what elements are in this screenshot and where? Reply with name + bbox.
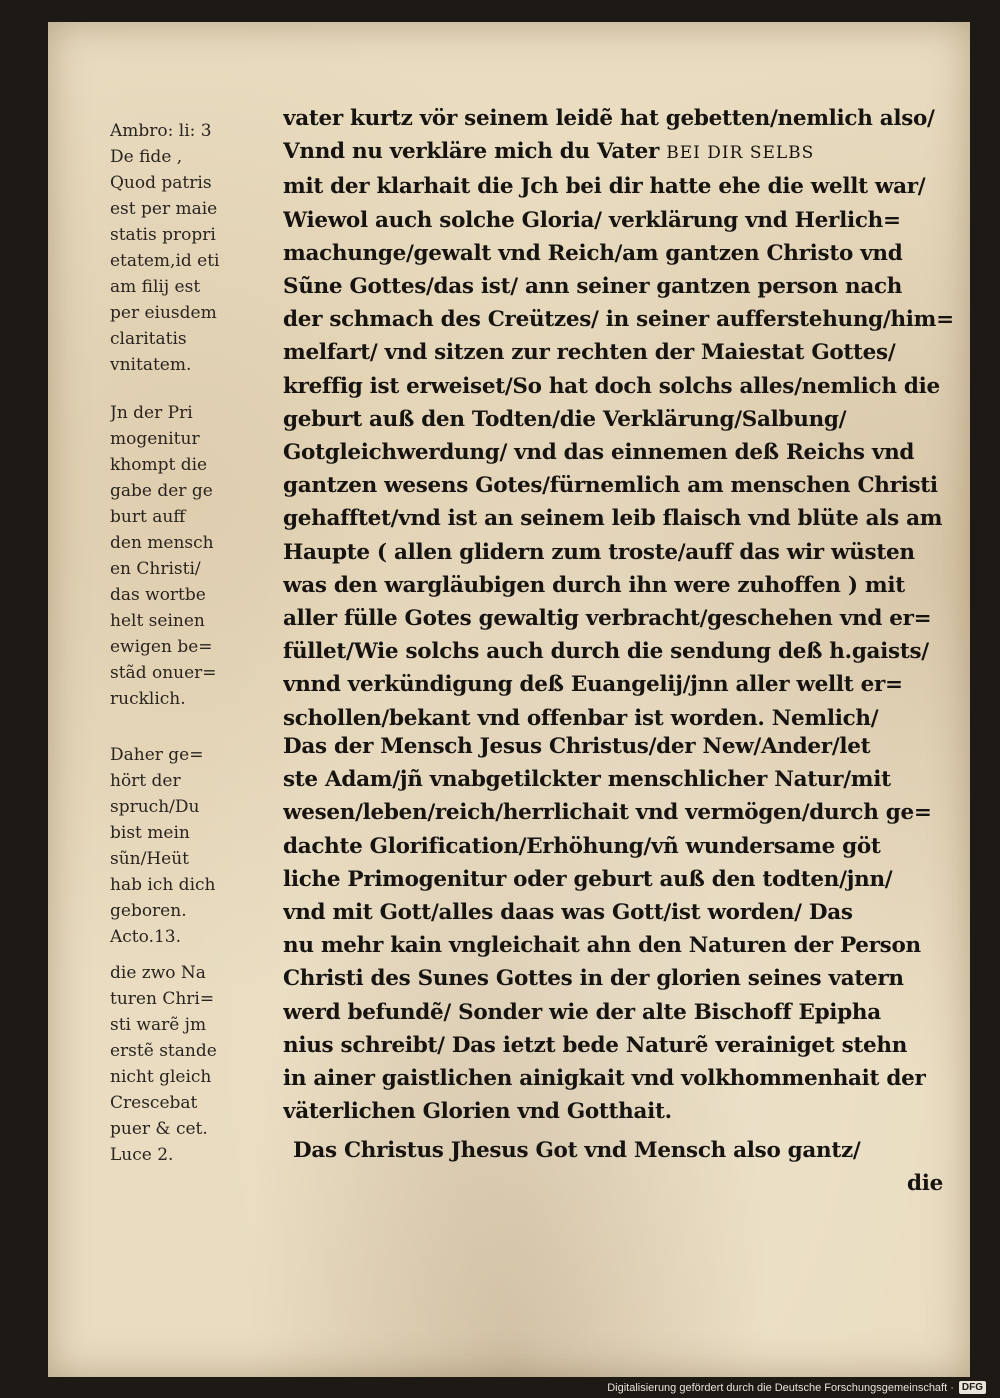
margin-line: sti warẽ jm [110,1015,207,1035]
margin-line: Daher ge= [110,745,204,765]
margin-line: mogenitur [110,429,200,449]
text-line: gehafftet/vnd ist an seinem leib flaisch vnd blüte als am [283,506,943,532]
text-line: füllet/Wie solchs auch durch die sendung deß h.gaists/ [283,639,929,665]
margin-note-primogenitur [110,400,288,712]
margin-line: hört der [110,771,181,791]
text-line: was den wargläubigen durch ihn were zuhoffen ) mit [283,572,905,598]
text-line: Das der Mensch Jesus Christus/der New/Ander/let [283,734,871,759]
text-line [283,135,983,170]
margin-line: est per maie [110,199,218,219]
margin-line: Jn der Pri [110,403,193,423]
text-line: wesen/leben/reich/herrlichait vnd vermögen/durch ge= [283,800,932,826]
margin-note-daher [110,742,288,950]
margin-line: gabe der ge [110,481,213,501]
text-line: vater kurtz vör seinem leidẽ hat gebetten/nemlich also/ [283,106,935,131]
margin-line: statis propri [110,225,216,245]
catchword: die [907,1171,943,1197]
text-line: Das Christus Jhesus Got vnd Mensch also gantz/ [293,1138,861,1163]
text-line: vnnd verkündigung deß Euangelij/jnn aller wellt er= [283,672,903,698]
margin-line: erstẽ stande [110,1041,217,1061]
text-line: nu mehr kain vngleichait ahn den Naturen der Person [283,933,921,959]
margin-line: per eiusdem [110,303,217,323]
text-line: Sũne Gottes/das ist/ ann seiner gantzen person nach [283,274,903,300]
text-line: schollen/bekant vnd offenbar ist worden. Nemlich/ [283,705,879,731]
margin-line: Quod patris [110,173,212,193]
text-line: aller fülle Gotes gewaltig verbracht/geschehen vnd er= [283,606,932,632]
text-line: ste Adam/jñ vnabgetilckter menschlicher Natur/mit [283,767,891,793]
margin-line: rucklich. [110,689,186,709]
margin-line: nicht gleich [110,1067,212,1087]
margin-line: Luce 2. [110,1145,174,1165]
text-line: machunge/gewalt vnd Reich/am gantzen Christo vnd [283,240,903,266]
text-line: in ainer gaistlichen ainigkait vnd volkhommenhait der [283,1066,926,1092]
margin-line: geboren. [110,901,187,921]
text-line: liche Primogenitur oder geburt auß den todten/jnn/ [283,866,893,892]
margin-line: am filij est [110,277,201,297]
main-paragraph-2 [283,730,983,1128]
text-segment: Vnnd nu verkläre mich du Vater [283,139,660,165]
margin-line: helt seinen [110,611,205,631]
margin-line: Crescebat [110,1093,198,1113]
margin-note-zwo-naturen [110,960,288,1168]
margin-line: bist mein [110,823,190,843]
text-line: dachte Glorification/Erhöhung/vñ wundersame göt [283,833,881,859]
margin-line: khompt die [110,455,208,475]
margin-line: den mensch [110,533,214,553]
text-line: melfart/ vnd sitzen zur rechten der Maiestat Gottes/ [283,340,896,366]
margin-line: ewigen be= [110,637,213,657]
margin-line: stãd onuer= [110,663,217,683]
margin-line: Ambro: li: 3 [110,121,212,141]
main-paragraph-1 [283,102,983,735]
text-line: nius schreibt/ Das ietzt bede Naturẽ verainiget stehn [283,1032,908,1058]
margin-line: hab ich dich [110,875,216,895]
margin-line: turen Chri= [110,989,215,1009]
text-line: werd befundẽ/ Sonder wie der alte Bischoff Epipha [283,999,881,1025]
margin-line: sũn/Heüt [110,849,190,869]
margin-line: burt auff [110,507,186,527]
book-page [48,22,970,1377]
text-line: väterlichen Glorien vnd Gotthait. [283,1099,672,1125]
footer-attribution [607,1381,986,1394]
margin-line: en Christi/ [110,559,201,579]
text-line: mit der klarhait die Jch bei dir hatte ehe die wellt war/ [283,174,926,200]
margin-line: die zwo Na [110,963,206,983]
margin-line: puer & cet. [110,1119,208,1139]
text-line: kreffig ist erweiset/So hat doch solchs alles/nemlich die [283,373,940,399]
margin-line: das wortbe [110,585,206,605]
text-line: gantzen wesens Gotes/fürnemlich am menschen Christi [283,473,938,499]
text-line: Christi des Sunes Gottes in der glorien seines vatern [283,966,904,992]
margin-note-ambrose [110,118,288,378]
margin-line: claritatis [110,329,187,349]
main-paragraph-3 [293,1134,993,1200]
text-line: Gotgleichwerdung/ vnd das einnemen deß Reichs vnd [283,440,915,466]
margin-line: spruch/Du [110,797,200,817]
margin-line: vnitatem. [110,355,192,375]
margin-line: De fide , [110,147,183,167]
text-line: geburt auß den Todten/die Verklärung/Salbung/ [283,406,847,432]
margin-line: etatem,id eti [110,251,220,271]
text-line: der schmach des Creützes/ in seiner aufferstehung/him= [283,307,954,333]
text-line: Haupte ( allen glidern zum troste/auff das wir wüsten [283,539,915,565]
text-line: vnd mit Gott/alles daas was Gott/ist worden/ Das [283,900,853,926]
text-line: Wiewol auch solche Gloria/ verklärung vnd Herlich= [283,207,901,233]
footer-text: Digitalisierung gefördert durch die Deutsche Forschungsgemeinschaft · [607,1381,954,1394]
dfg-logo: DFG [959,1381,986,1394]
small-caps-text: BEI DIR SELBS [666,143,815,164]
margin-line: Acto.13. [110,927,182,947]
